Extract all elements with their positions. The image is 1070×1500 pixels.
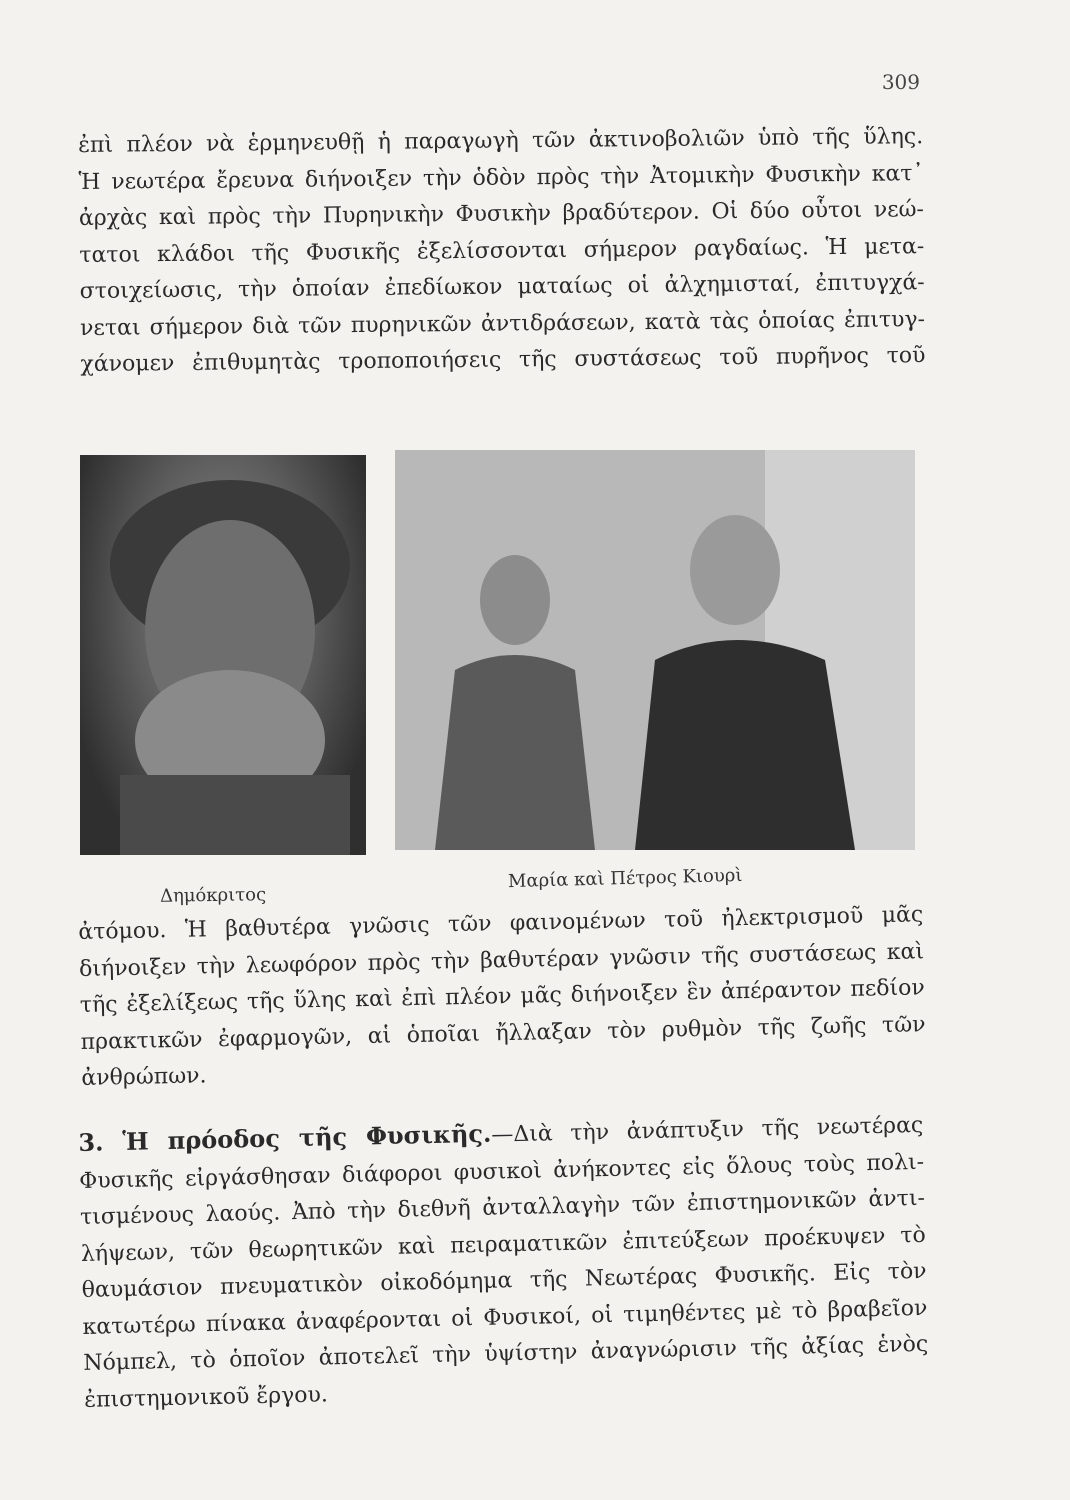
text-line: τισμένους λαούς. Ἀπὸ τὴν διεθνῆ ἀνταλλαγὴν τῶν ἐπιστημονικῶν ἀντι-: [79, 1185, 926, 1230]
curie-caption: Μαρία καὶ Πέτρος Κιουρὶ: [507, 864, 743, 893]
curie-couple-photo: [395, 450, 915, 850]
section-progress-of-physics: [78, 1106, 929, 1419]
text-line: ἀνθρώπων.: [81, 1063, 207, 1091]
page-number: 309: [881, 70, 920, 94]
democritus-bust-photo: [80, 455, 366, 855]
democritus-caption: Δημόκριτος: [159, 884, 267, 907]
text-line: διήνοιξεν τὴν λεωφόρον πρὸς τὴν βαθυτέραν γνῶσιν τῆς συστάσεως καὶ: [78, 938, 925, 982]
paragraph-top: [78, 119, 926, 383]
text-line: ἐπὶ πλέον νὰ ἑρμηνευθῇ ἡ παραγωγὴ τῶν ἀκτινοβολιῶν ὑπὸ τῆς ὕλης.: [78, 124, 924, 158]
text-line: τῆς ἐξελίξεως τῆς ὕλης καὶ ἐπὶ πλέον μᾶς διήνοιξεν ἓν ἀπέραντον πεδίον: [79, 975, 925, 1018]
text-line: θαυμάσιον πνευματικὸν οἰκοδόμημα τῆς Νεωτέρας Φυσικῆς. Εἰς τὸν: [81, 1258, 927, 1303]
text-line: στοιχείωσις, τὴν ὁποίαν ἐπεδίωκον ματαίως οἱ ἀλχημισταί, ἐπιτυγχά-: [79, 270, 925, 304]
text-line: νεται σήμερον διὰ τῶν πυρηνικῶν ἀντιδράσεων, κατὰ τὰς ὁποίας ἐπιτυγ-: [79, 306, 926, 341]
text-line: ἀτόμου. Ἡ βαθυτέρα γνῶσις τῶν φαινομένων τοῦ ἠλεκτρισμοῦ μᾶς: [78, 902, 924, 945]
text-line: Φυσικῆς εἰργάσθησαν διάφοροι φυσικοὶ ἀνήκοντες εἰς ὅλους τοὺς πολι-: [78, 1149, 925, 1194]
text-line: ἐπιστημονικοῦ ἔργου.: [83, 1381, 329, 1413]
section-heading: 3. Ἡ πρόοδος τῆς Φυσικῆς.: [78, 1118, 492, 1157]
text-line: Νόμπελ, τὸ ὁποῖον ἀποτελεῖ τὴν ὑψίστην ἀναγνώρισιν τῆς ἀξίας ἑνὸς: [83, 1331, 929, 1376]
text-line: πρακτικῶν ἐφαρμογῶν, αἱ ὁποῖαι ἤλλαξαν τὸν ρυθμὸν τῆς ζωῆς τῶν: [80, 1011, 926, 1055]
paragraph-middle: [78, 897, 927, 1097]
section-first-line-text: —Διὰ τὴν ἀνάπτυξιν τῆς νεωτέρας: [491, 1112, 924, 1148]
text-line: χάνομεν ἐπιθυμητὰς τροποποιήσεις τῆς συστάσεως τοῦ πυρῆνος τοῦ: [80, 343, 926, 377]
text-line: κατωτέρω πίνακα ἀναφέρονται οἱ Φυσικοί, οἱ τιμηθέντες μὲ τὸ βραβεῖον: [82, 1295, 928, 1340]
text-line: λήψεων, τῶν θεωρητικῶν καὶ πειραματικῶν ἐπιτεύξεων προέκυψεν τὸ: [80, 1222, 926, 1267]
text-line: τατοι κλάδοι τῆς Φυσικῆς ἐξελίσσονται σήμερον ραγδαίως. Ἡ μετα-: [79, 233, 925, 268]
text-line: ἀρχὰς καὶ πρὸς τὴν Πυρηνικὴν Φυσικὴν βραδύτερον. Οἱ δύο οὗτοι νεώ-: [78, 197, 925, 231]
text-line: Ἡ νεωτέρα ἔρευνα διήνοιξεν τὴν ὁδὸν πρὸς τὴν Ἀτομικὴν Φυσικὴν κατ᾽: [78, 160, 924, 195]
